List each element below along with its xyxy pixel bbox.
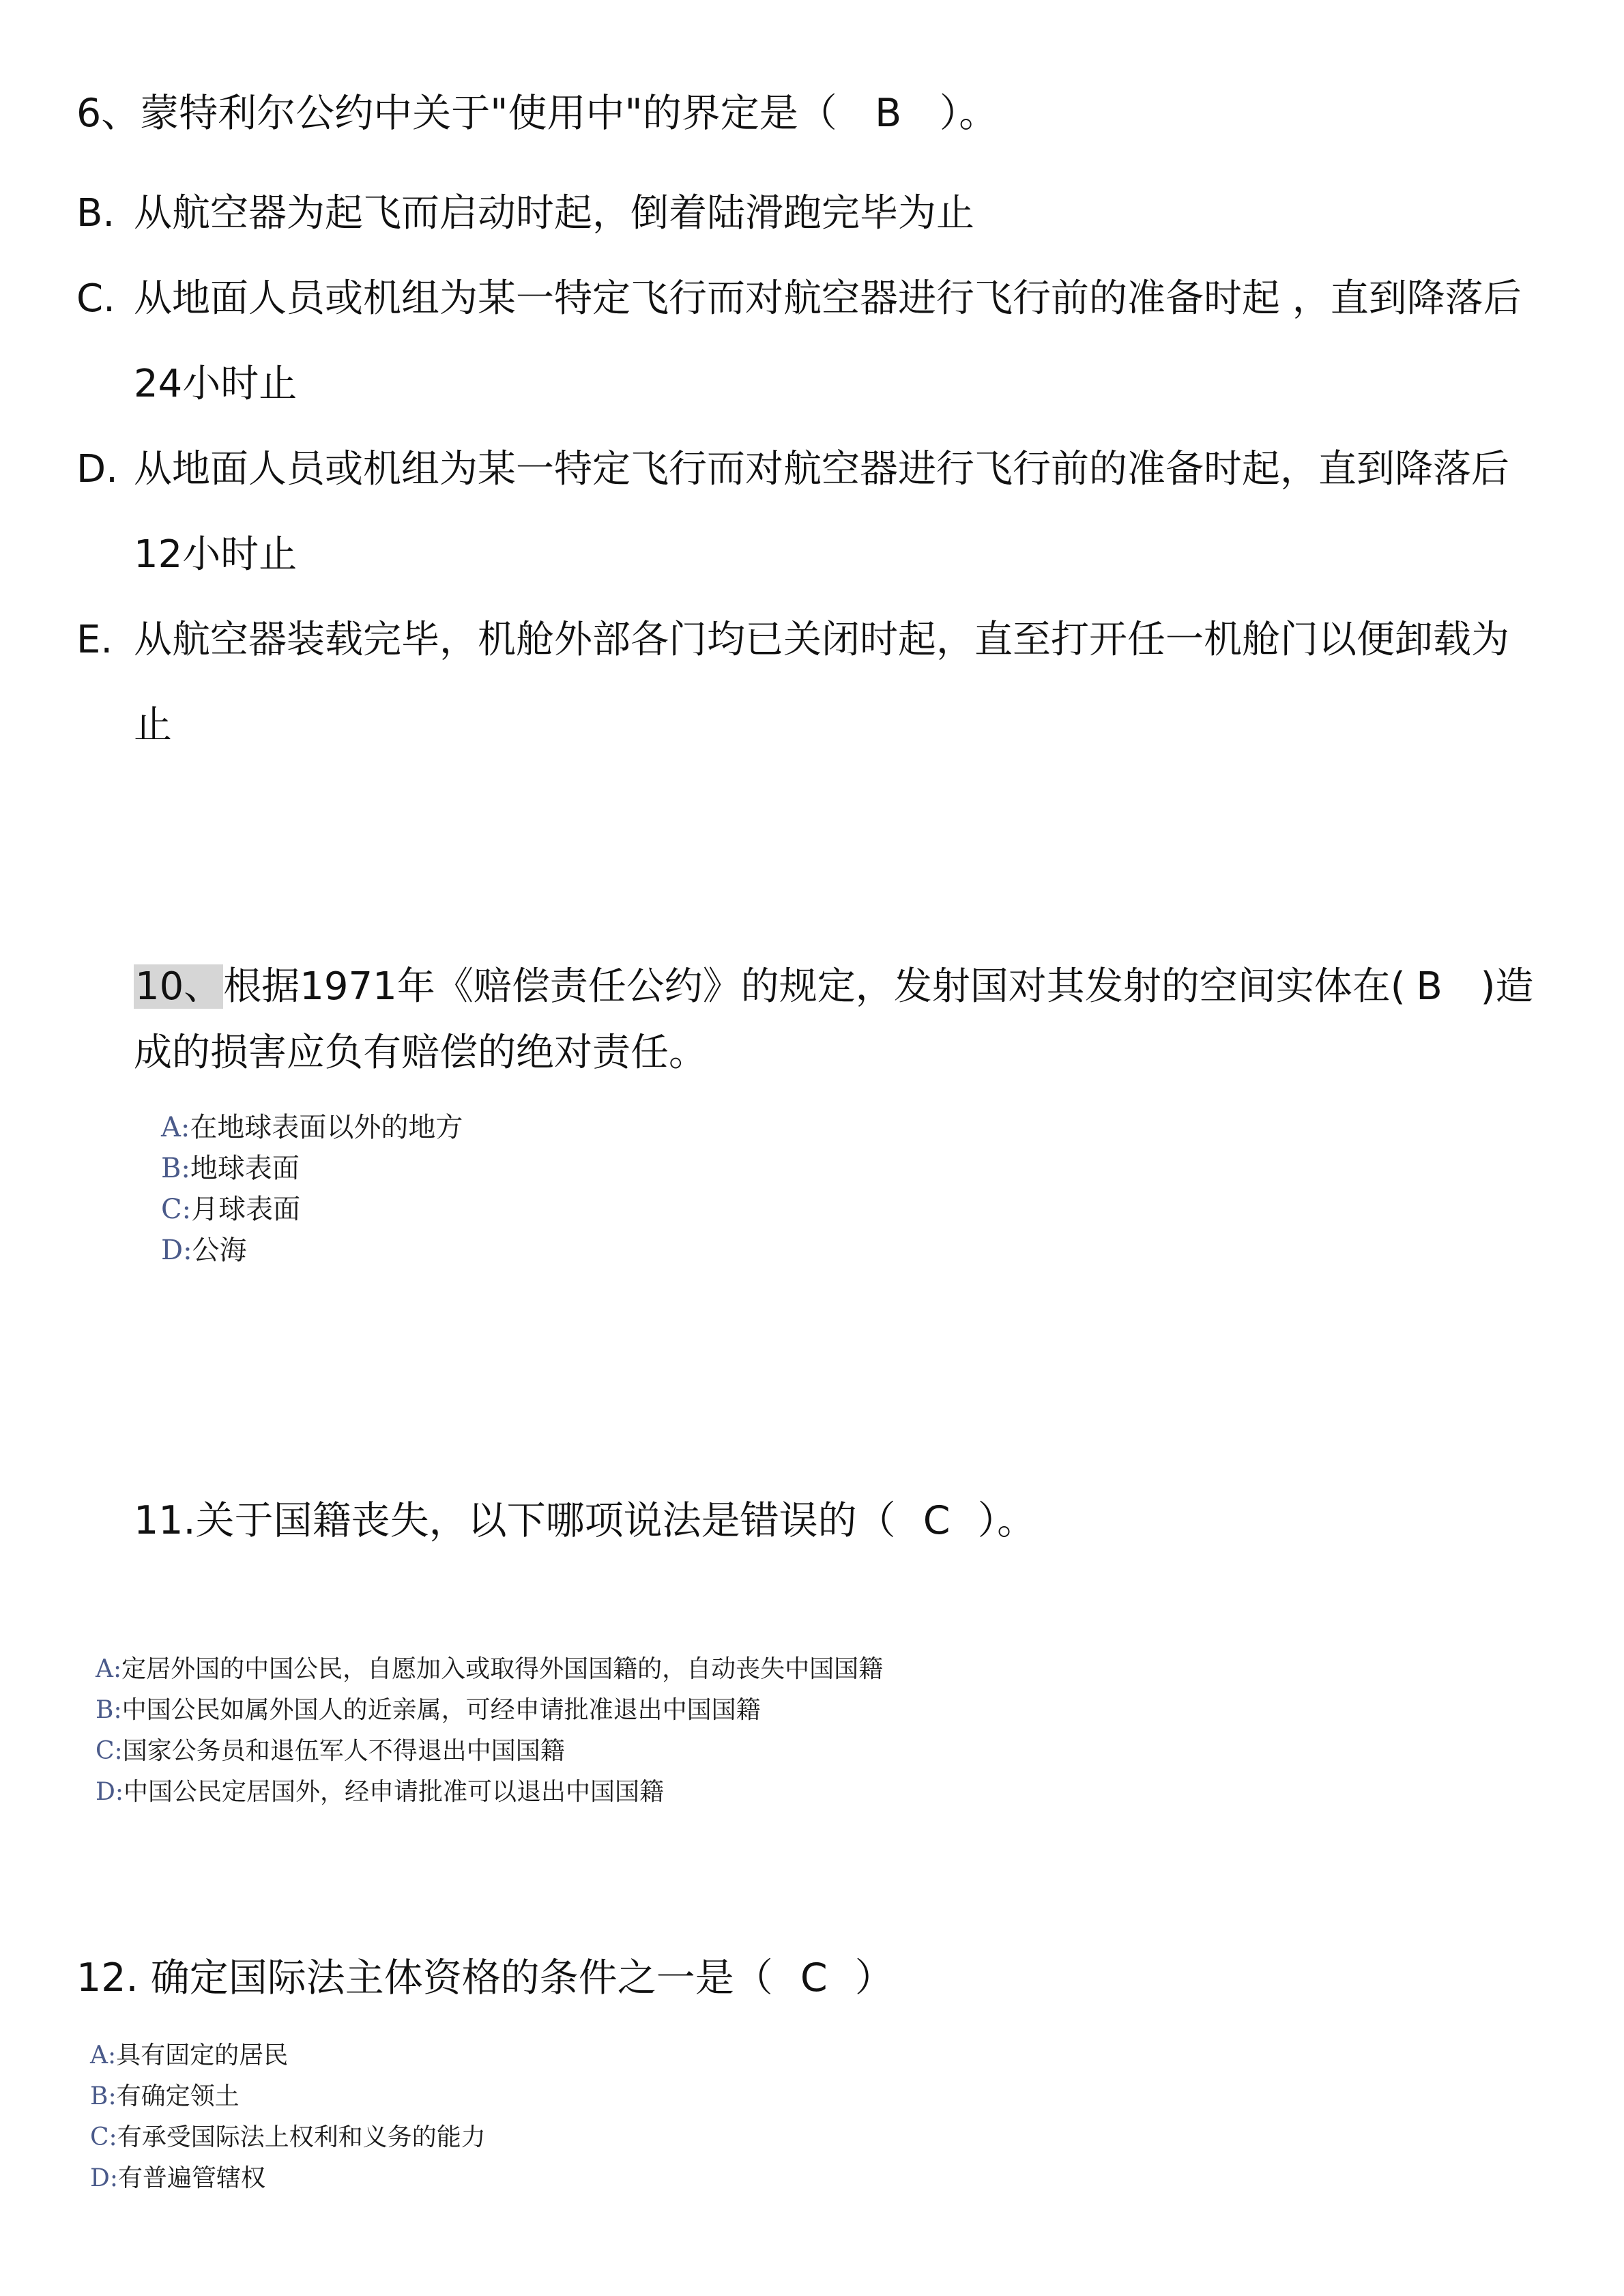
q6-option-c-cont: 24小时止 [134, 362, 298, 406]
q10-line1-prefix: 根据1971年《赔偿责任公约》的规定，发射国对其发射的空间实体在( [223, 964, 1406, 1009]
q6-option-d [76, 447, 1509, 491]
q11-option-a-text: 定居外国的中国公民，自愿加入或取得外国国籍的，自动丧失中国国籍 [121, 1655, 884, 1683]
q6-option-e-cont: 止 [134, 703, 172, 747]
q11-title-prefix: 11.关于国籍丧失，以下哪项说法是错误的（ [134, 1498, 896, 1543]
q10-line1 [134, 964, 1534, 1009]
q11-title [134, 1498, 1036, 1543]
q6-option-e-letter: E. [76, 618, 113, 662]
q6-option-e [76, 618, 1509, 662]
q12-title [76, 1955, 894, 2000]
q10-option-c-letter: C: [161, 1194, 192, 1225]
q10-option-b [161, 1155, 300, 1182]
q12-option-c [90, 2125, 486, 2150]
q10-number: 10、 [135, 964, 222, 1009]
q10-option-d-letter: D: [161, 1235, 192, 1266]
q6-option-c [76, 276, 1522, 321]
q6-answer: B [875, 91, 902, 136]
q11-option-b-letter: B: [96, 1696, 122, 1724]
q12-option-a-text: 具有固定的居民 [116, 2041, 289, 2069]
q10-option-a [161, 1114, 463, 1141]
q11-option-c-text: 国家公务员和退伍军人不得退出中国国籍 [122, 1737, 565, 1765]
q11-option-b-text: 中国公民如属外国人的近亲属，可经申请批准退出中国国籍 [121, 1696, 761, 1724]
q6-option-b-letter: B. [76, 191, 115, 235]
q11-option-c-letter: C: [96, 1737, 123, 1765]
q6-title [76, 91, 998, 136]
q10-line1-suffix: )造 [1480, 964, 1534, 1009]
q10-option-d [161, 1237, 247, 1264]
q11-option-d-text: 中国公民定居国外，经申请批准可以退出中国国籍 [124, 1778, 665, 1806]
q10-line2: 成的损害应负有赔偿的绝对责任。 [134, 1031, 707, 1075]
q6-option-d-letter: D. [76, 447, 118, 491]
q12-option-c-text: 有承受国际法上权利和义务的能力 [117, 2123, 486, 2151]
q12-option-b-text: 有确定领土 [116, 2082, 240, 2110]
q10-option-b-text: 地球表面 [190, 1153, 300, 1184]
q11-option-d-letter: D: [96, 1778, 124, 1806]
q6-option-c-letter: C. [76, 276, 115, 321]
q12-title-suffix: ） [854, 1955, 894, 2000]
q10-option-d-text: 公海 [192, 1235, 247, 1266]
q6-title-prefix: 6、蒙特利尔公约中关于"使用中"的界定是（ [76, 91, 837, 136]
q6-option-d-text: 从地面人员或机组为某一特定飞行而对航空器进行飞行前的准备时起，直到降落后 [134, 447, 1509, 491]
q6-option-e-text: 从航空器装载完毕，机舱外部各门均已关闭时起，直至打开任一机舱门以便卸载为 [134, 618, 1509, 662]
q11-option-c [96, 1739, 565, 1764]
q10-option-b-letter: B: [161, 1153, 190, 1184]
q11-answer: C [923, 1498, 951, 1543]
q10-option-a-text: 在地球表面以外的地方 [190, 1112, 463, 1143]
q6-option-b [76, 191, 974, 235]
q12-option-d-letter: D: [90, 2164, 118, 2192]
q6-option-d-cont: 12小时止 [134, 532, 298, 577]
q12-option-d-text: 有普遍管辖权 [118, 2164, 266, 2192]
q12-answer: C [800, 1955, 828, 2000]
q12-option-a-letter: A: [90, 2041, 117, 2069]
q10-answer: B [1416, 964, 1442, 1009]
q12-option-a [90, 2043, 288, 2068]
q6-title-suffix: ）。 [939, 91, 998, 136]
q12-option-d [90, 2166, 265, 2191]
q11-title-suffix: ）。 [977, 1498, 1036, 1543]
q10-option-a-letter: A: [161, 1112, 190, 1143]
q11-option-a [96, 1657, 883, 1682]
q12-option-b-letter: B: [90, 2082, 117, 2110]
q11-option-b [96, 1698, 761, 1723]
q12-option-c-letter: C: [90, 2123, 117, 2151]
q11-option-a-letter: A: [96, 1655, 122, 1683]
q6-option-c-text: 从地面人员或机组为某一特定飞行而对航空器进行飞行前的准备时起 ，直到降落后 [134, 276, 1522, 321]
q11-option-d [96, 1780, 664, 1805]
q6-option-b-text: 从航空器为起飞而启动时起，倒着陆滑跑完毕为止 [134, 191, 974, 235]
q12-title-prefix: 12. 确定国际法主体资格的条件之一是（ [76, 1955, 773, 2000]
q10-option-c-text: 月球表面 [191, 1194, 301, 1225]
q10-option-c [161, 1196, 300, 1223]
q12-option-b [90, 2084, 240, 2109]
